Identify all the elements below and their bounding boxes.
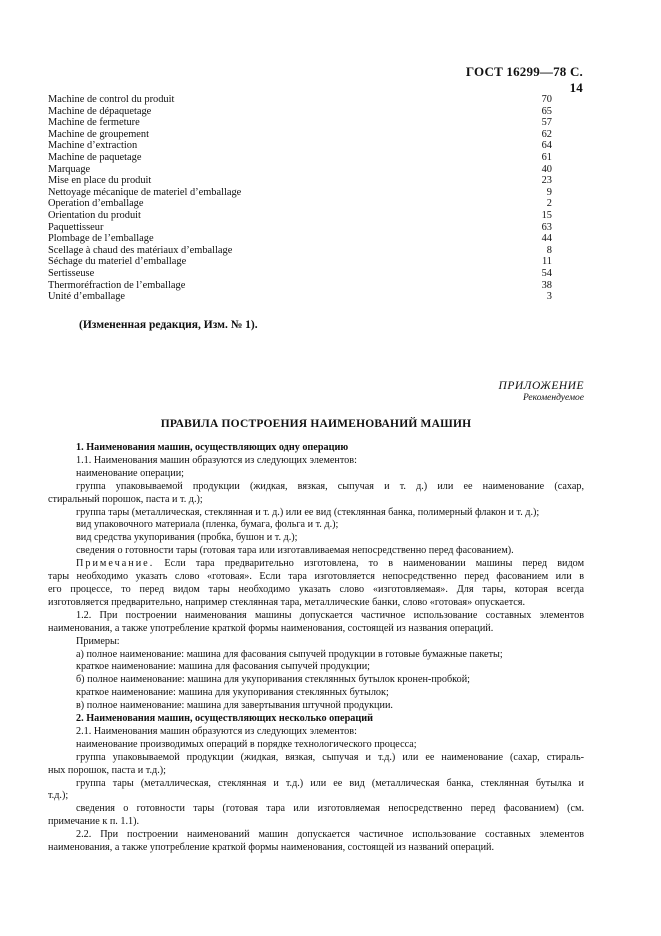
index-row [48, 233, 552, 245]
index-row [48, 106, 552, 118]
section-title: ПРАВИЛА ПОСТРОЕНИЯ НАИМЕНОВАНИЙ МАШИН [160, 418, 472, 430]
index-number: 64 [541, 140, 552, 152]
index-row [48, 256, 552, 268]
index-number: 57 [541, 117, 552, 129]
index-term: Scellage à chaud des matériaux d’emballage [48, 244, 233, 256]
index-term: Mise en place du produit [48, 175, 152, 187]
index-row [48, 117, 552, 129]
paragraph: сведения о готовности тары (готовая тара или изготавливаемая непосредственно перед фасованием). [76, 545, 514, 557]
appendix-label [440, 380, 584, 404]
paragraph: 2.2. При построении наименований машин допускается частичное использование составных элементов [76, 829, 584, 841]
heading-1: 1. Наименования машин, осуществляющих одну операцию [76, 442, 349, 453]
index-term: Machine de paquetage [48, 151, 142, 163]
paragraph: примечание к п. 1.1). [48, 816, 140, 828]
appendix-subtitle: Рекомендуемое [522, 393, 584, 403]
example-line: б) полное наименование: машина для укупоривания стеклянных бутылок кронен-пробкой; [76, 674, 470, 686]
index-row [48, 152, 552, 164]
index-number: 61 [541, 151, 552, 163]
index-number: 65 [541, 105, 552, 117]
paragraph: сведения о готовности тары (готовая тара или изготовляемая непосредственно перед фасованием) (см. [76, 803, 584, 815]
note-text: Если тара предварительно изготовлена, то в наименовании машины перед видом [164, 558, 585, 570]
paragraph: наименования, а также употребление краткой формы наименования, состоящей из названий операций. [48, 842, 495, 854]
index-row [48, 129, 552, 141]
example-line: в) полное наименование: машина для завертывания штучной продукции. [76, 700, 393, 712]
index-number: 8 [546, 244, 552, 256]
paragraph: наименования, а также употребление краткой формы наименования, состоящей из названия операций. [48, 622, 494, 634]
index-row [48, 245, 552, 257]
index-number: 3 [546, 291, 552, 303]
index-row [48, 268, 552, 280]
index-number: 9 [546, 186, 552, 198]
paragraph: группа упаковываемой продукции (жидкая, вязкая, сыпучая и т.д.) или ее наименование (сахар, стираль- [76, 751, 584, 763]
index-row [48, 291, 552, 303]
index-row [48, 175, 552, 187]
paragraph: наименование производимых операций в порядке технологического процесса; [76, 738, 417, 750]
heading-2: 2. Наименования машин, осуществляющих несколько операций [76, 713, 373, 725]
index-number: 11 [541, 256, 552, 268]
index-number: 40 [541, 163, 552, 175]
paragraph: стиральный порошок, паста и т. д.); [48, 493, 203, 505]
note-line: изготовляется предварительно, например стеклянная тара, металлические банки, слово «готовая» опускается. [48, 596, 526, 608]
body-text [48, 442, 584, 855]
index-row [48, 164, 552, 176]
example-line: краткое наименование: машина для фасования сыпучей продукции; [76, 661, 371, 673]
paragraph: вид средства укупоривания (пробка, бушон и т. д.); [76, 532, 298, 544]
paragraph: 1.2. При построении наименования машины допускается частичное использование составных элементов [76, 609, 584, 621]
index-term: Machine de dépaquetage [48, 105, 152, 117]
index-row [48, 140, 552, 152]
paragraph: Примеры: [76, 635, 120, 647]
index-row [48, 280, 552, 292]
example-line: краткое наименование: машина для укупоривания стеклянных бутылок; [76, 687, 389, 699]
index-term: Nettoyage mécanique de materiel d’emballage [48, 186, 242, 198]
note-label: Примечание. [76, 558, 155, 570]
index-number: 54 [541, 267, 552, 279]
index-term: Paquettisseur [48, 221, 104, 233]
index-term: Operation d’emballage [48, 198, 144, 210]
index-number: 44 [541, 233, 552, 245]
index-number: 2 [546, 198, 552, 210]
index-term: Machine de fermeture [48, 117, 140, 129]
note-line: его процессе, то перед видом тары необходимо указать слово «изготовляемая». Для тары, которая всегда [48, 583, 584, 595]
index-row [48, 187, 552, 199]
paragraph: 1.1. Наименования машин образуются из следующих элементов: [76, 454, 357, 466]
index-term: Plombage de l’emballage [48, 233, 154, 245]
paragraph: группа тары (металлическая, стеклянная и т. д.) или ее вид (стеклянная банка, полимерный флакон и т. д.); [76, 506, 540, 518]
index-row [48, 222, 552, 234]
paragraph: группа упаковываемой продукции (жидкая, вязкая, сыпучая и т. д.) или ее наименование (сахар, [76, 480, 584, 492]
page-header: ГОСТ 16299—78 С. 14 [465, 64, 583, 95]
index-term: Orientation du produit [48, 209, 141, 221]
example-line: а) полное наименование: машина для фасования сыпучей продукции в готовые бумажные пакеты; [76, 648, 503, 660]
note-line [48, 558, 584, 571]
index-term: Unité d’emballage [48, 291, 126, 303]
index-number: 63 [541, 221, 552, 233]
paragraph: группа тары (металлическая, стеклянная и т.д.) или ее вид (металлическая банка, стеклянная бутылка и [76, 777, 584, 789]
index-number: 70 [541, 94, 552, 105]
index-term: Thermoréfraction de l’emballage [48, 279, 186, 291]
paragraph: ных порошок, паста и т.д.); [48, 764, 166, 776]
index-number: 62 [541, 128, 552, 140]
term-index [48, 94, 552, 303]
amendment-note: (Измененная редакция, Изм. № 1). [79, 319, 258, 331]
index-term: Marquage [48, 163, 91, 175]
index-term: Machine d’extraction [48, 140, 138, 152]
note-line: тары необходимо указать слово «готовая». Если тара изготовляется непосредственно перед фасованием или в [48, 571, 584, 583]
index-row [48, 94, 552, 106]
paragraph: вид упаковочного материала (пленка, бумага, фольга и т. д.); [76, 519, 339, 531]
index-term: Sertisseuse [48, 267, 95, 279]
index-term: Machine de groupement [48, 128, 149, 140]
paragraph: т.д.); [48, 790, 69, 802]
index-number: 38 [541, 279, 552, 291]
paragraph: наименование операции; [76, 467, 184, 479]
index-row [48, 198, 552, 210]
index-number: 23 [541, 175, 552, 187]
index-number: 15 [541, 209, 552, 221]
index-row [48, 210, 552, 222]
paragraph: 2.1. Наименования машин образуются из следующих элементов: [76, 725, 357, 737]
index-term: Séchage du materiel d’emballage [48, 256, 187, 268]
index-term: Machine de control du produit [48, 94, 175, 105]
appendix-title: ПРИЛОЖЕНИЕ [498, 380, 584, 392]
